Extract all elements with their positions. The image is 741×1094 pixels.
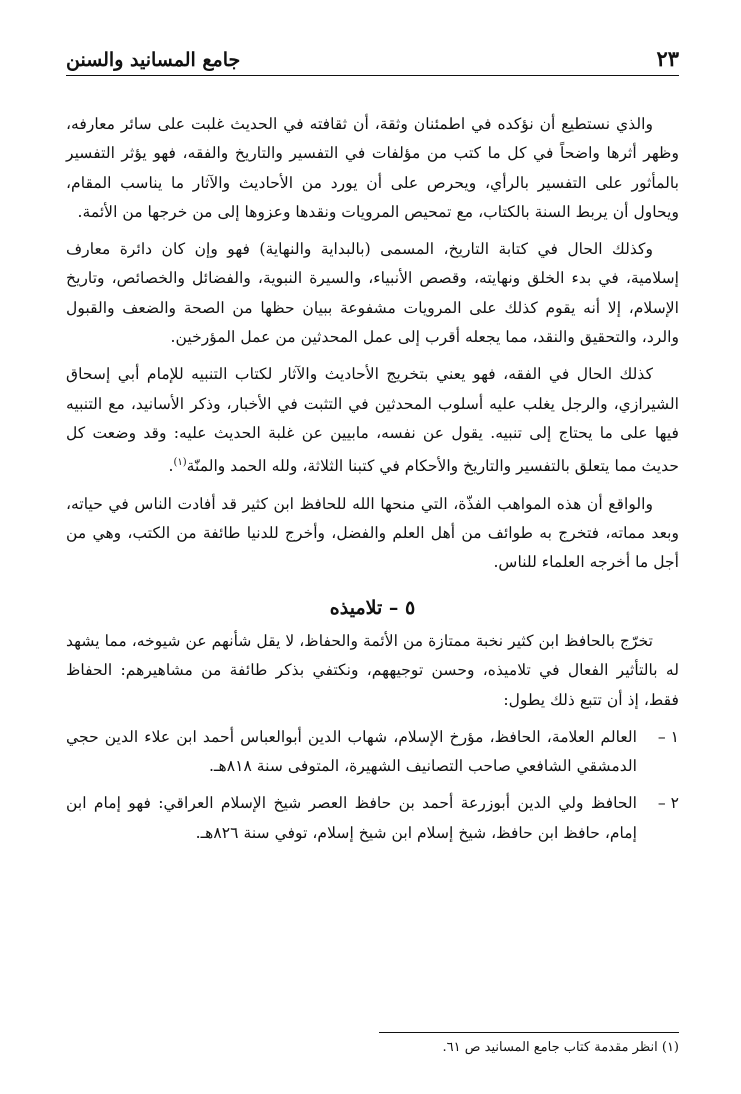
page-body	[66, 110, 679, 856]
paragraph-2: وكذلك الحال في كتابة التاريخ، المسمى (بالبداية والنهاية) فهو وإن كان دائرة معارف إسلامية، في بدء الخلق ونهايته، وقصص الأنبياء، والسيرة النبوية، والفضائل والخصائص، وتاريخ الإسلام، إلا أنه يقوم كذلك على المرويات مشفوعة ببيان حظها من الصحة والضعف والقبول والرد، والتحقيق والنقد، مما يجعله أقرب إلى عمل المحدثين من عمل المؤرخين.	[66, 240, 679, 347]
footnote-marker: (١)	[661, 1040, 679, 1055]
section-intro: تخرّج بالحافظ ابن كثير نخبة ممتازة من الأئمة والحفاظ، لا يقل شأنهم عن شيوخه، مما يشهد له بالتأثير الفعال في تلاميذه، وحسن توجيههم، ونكتفي بذكر طائفة من مشاهيرهم: الحفاظ فقط، إذ أن تتبع ذلك يطول:	[66, 631, 679, 709]
list-item-number: ١ –	[657, 727, 679, 746]
list-item	[66, 789, 679, 848]
paragraph-3: كذلك الحال في الفقه، فهو يعني بتخريج الأحاديث والآثار لكتاب التنبيه للإمام أبي إسحاق الشيرازي، والرجل يغلب عليه أسلوب المحدثين في التثبت في الأخبار، وذكر الأسانيد، مع التنبيه فيها على ما يحتاج إلى تنبيه. يقول عن نفسه، مابيين عن غلبة الحديث عليه: وقد وضعت كل حديث مما يتعلق بالتفسير والتاريخ والأحكام في كتبنا الثلاثة، ولله الحمد والمنّة$^{(١)}$.	[66, 365, 679, 476]
paragraph-4: والواقع أن هذه المواهب الفذّة، التي منحها الله للحافظ ابن كثير قد أفادت الناس في حياته، وبعد مماته، فتخرج به طوائف من أهل العلم والفضل، وأخرج للدنيا طائفة من الكتب، وهي من أجل ما أخرجه العلماء للناس.	[66, 494, 679, 572]
running-header	[66, 44, 679, 76]
list-item-number: ٢ –	[657, 794, 679, 813]
footnote-reference[interactable]: (١)	[173, 457, 187, 469]
footnote-text: انظر مقدمة كتاب جامع المسانيد ص ٦١.	[442, 1040, 658, 1055]
footnote	[66, 1040, 679, 1055]
footnote-divider	[379, 1032, 679, 1033]
paragraph-3-text: كذلك الحال في الفقه، فهو يعني بتخريج الأحاديث والآثار لكتاب التنبيه للإمام أبي إسحاق الشيرازي، والرجل يغلب عليه أسلوب المحدثين في التثبت في الأخبار، وذكر الأسانيد، مع التنبيه فيها على ما يحتاج إلى تنبيه. يقول عن نفسه، مابيين عن غلبة الحديث عليه: وقد وضعت كل حديث مما يتعلق بالتفسير والتاريخ والأحكام في كتبنا الثلاثة، ولله الحمد والمنّة	[66, 365, 679, 476]
page-number: ٢٣	[656, 46, 679, 71]
paragraph-1: والذي نستطيع أن نؤكده في اطمئنان وثقة، أن ثقافته في الحديث غلبت على سائر معارفه، وظهر أثرها واضحاً في كل ما كتب من مؤلفات في التفسير والتاريخ والفقه، فهو يؤثر التفسير بالمأثور على التفسير بالرأي، ويحرص على أن يورد من الأحاديث والآثار ما يناسب المقام، ويحاول أن يربط السنة بالكتاب، مع تمحيص المرويات ونقدها وعزوها إلى من خرجها من الأئمة.	[66, 115, 680, 221]
running-title: جامع المسانيد والسنن	[66, 49, 241, 71]
list-item-text: العالم العلامة، الحافظ، مؤرخ الإسلام، شهاب الدين أبوالعباس أحمد ابن علاء الدين حجي الدمشقي الشافعي صاحب التصانيف الشهيرة، المتوفى سنة ٨١٨هـ.	[66, 727, 637, 776]
list-item-text: الحافظ ولي الدين أبوزرعة أحمد بن حافظ العصر شيخ الإسلام العراقي: فهو إمام ابن إمام، حافظ ابن حافظ، شيخ إسلام ابن شيخ إسلام، توفي سنة ٨٢٦هـ.	[66, 794, 637, 842]
list-item	[66, 723, 679, 782]
section-heading: ٥ – تلاميذه	[329, 596, 416, 619]
